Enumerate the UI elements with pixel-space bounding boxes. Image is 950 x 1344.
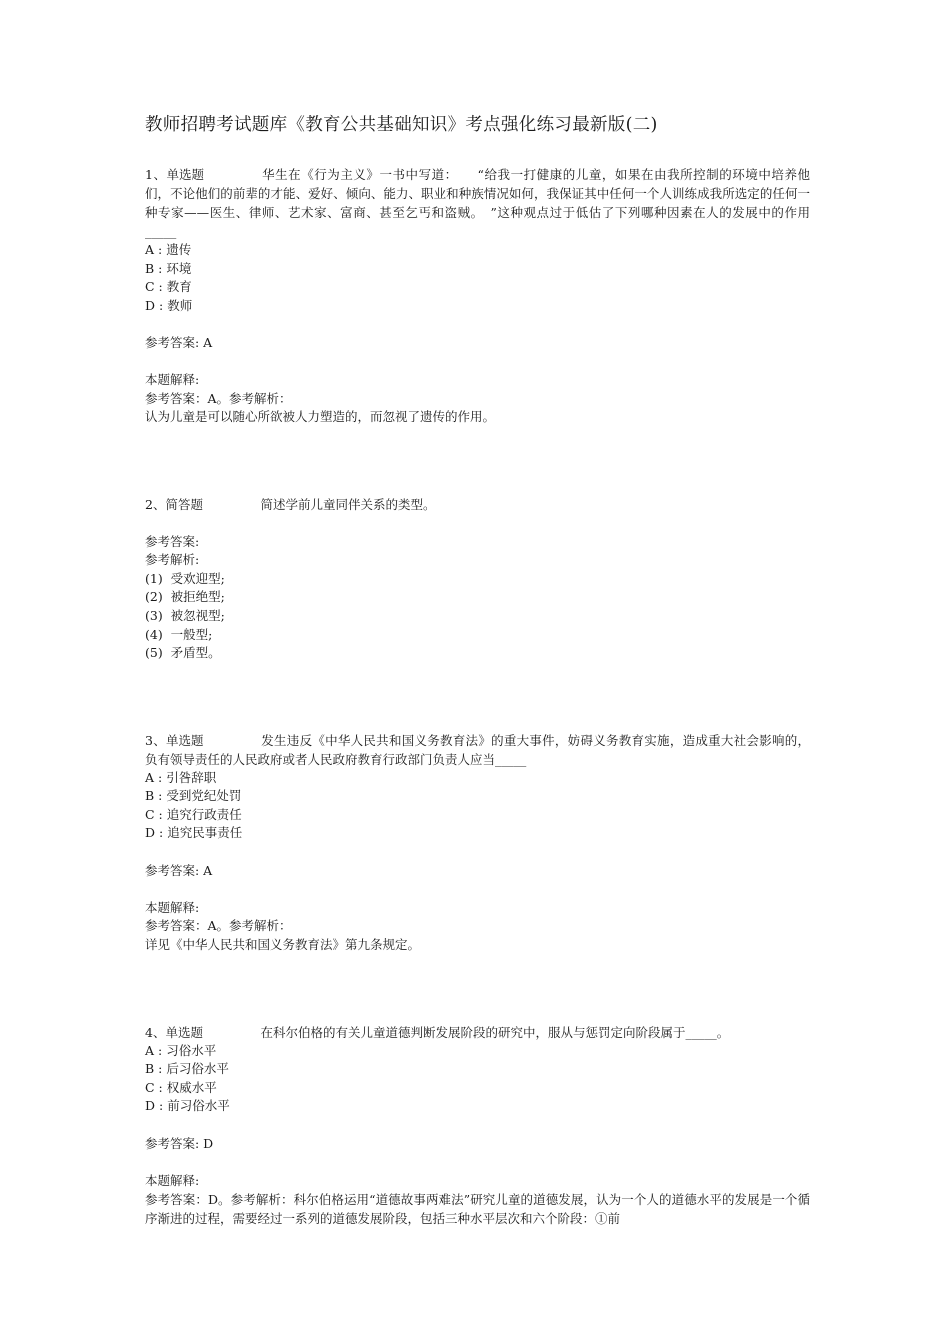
option-c: C : 追究行政责任 [145, 806, 242, 822]
option-a: A : 习俗水平 [145, 1042, 217, 1058]
option-c: C : 教育 [145, 279, 192, 295]
question-number: 2、 [145, 496, 166, 512]
list-item: (3) 被忽视型; [145, 607, 225, 623]
option-b: B : 后习俗水平 [145, 1061, 229, 1077]
question-4 [145, 1023, 810, 1229]
question-text: 简述学前儿童同伴关系的类型。 [260, 496, 436, 512]
explain-label: 本题解释: [145, 372, 200, 388]
question-number: 4、 [145, 1024, 166, 1040]
option-d: D : 追究民事责任 [145, 825, 243, 841]
question-stem [145, 165, 810, 241]
option-a: A : 引咎辞职 [145, 769, 217, 785]
answer: 参考答案: A [145, 334, 213, 350]
explain-label: 本题解释: [145, 899, 200, 915]
document-title: 教师招聘考试题库《教育公共基础知识》考点强化练习最新版(二) [145, 115, 658, 135]
option-a: A : 遗传 [145, 242, 192, 257]
question-stem [145, 1023, 810, 1042]
question-number: 1、 [145, 167, 167, 182]
question-stem [145, 495, 810, 514]
list-item: (2) 被拒绝型; [145, 589, 225, 605]
question-type: 简答题 [165, 496, 203, 512]
question-1 [145, 165, 810, 427]
question-type: 单选题 [166, 732, 204, 748]
question-text: 发生违反《中华人民共和国义务教育法》的重大事件，妨碍义务教育实施，造成重大社会影响的，负有领导责任的人民政府或者人民政府教育行政部门负责人应当_____ [145, 732, 810, 767]
explain-line: 认为儿童是可以随心所欲被人力塑造的，而忽视了遗传的作用。 [145, 409, 496, 425]
answer: 参考答案: A [145, 862, 213, 878]
question-type: 单选题 [166, 167, 205, 182]
question-stem [145, 731, 810, 769]
document-page [145, 112, 810, 1228]
answer: 参考答案: [145, 533, 200, 549]
question-text: 在科尔伯格的有关儿童道德判断发展阶段的研究中，服从与惩罚定向阶段属于_____。 [260, 1024, 730, 1040]
list-item: (4) 一般型; [145, 626, 213, 642]
analysis-label: 参考解析: [145, 552, 200, 568]
option-b: B : 环境 [145, 260, 192, 276]
question-text: 华生在《行为主义》一书中写道： “给我一打健康的儿童，如果在由我所控制的环境中培养他们，不论他们的前辈的才能、爱好、倾向、能力、职业和种族情况如何，我保证其中任何一个人训练成我所选定的任何一种专家——医生、律师、艺术家、富商、甚至乞丐和盗贼。 ”这种观点过于低估了下列哪种因素在人的发展中的作用_____ [145, 167, 810, 239]
question-3 [145, 731, 810, 955]
option-b: B : 受到党纪处罚 [145, 788, 242, 804]
question-type: 单选题 [165, 1024, 203, 1040]
question-2 [145, 495, 810, 663]
list-item: (1) 受欢迎型; [145, 570, 225, 586]
option-c: C : 权威水平 [145, 1079, 217, 1095]
option-d: D : 教师 [145, 297, 193, 313]
question-number: 3、 [145, 732, 166, 748]
explain-line: 参考答案：A。参考解析： [145, 918, 292, 934]
option-d: D : 前习俗水平 [145, 1098, 230, 1114]
answer: 参考答案: D [145, 1135, 214, 1151]
explain-line: 参考答案：A。参考解析： [145, 390, 292, 406]
explain-text: 参考答案：D。参考解析：科尔伯格运用“道德故事两难法”研究儿童的道德发展，认为一个人的道德水平的发展是一个循序渐进的过程，需要经过一系列的道德发展阶段，包括三种水平层次和六个阶段：①前 [145, 1192, 810, 1227]
explain-label: 本题解释: [145, 1172, 200, 1188]
explain-line: 详见《中华人民共和国义务教育法》第九条规定。 [145, 937, 421, 953]
list-item: (5) 矛盾型。 [145, 645, 221, 661]
